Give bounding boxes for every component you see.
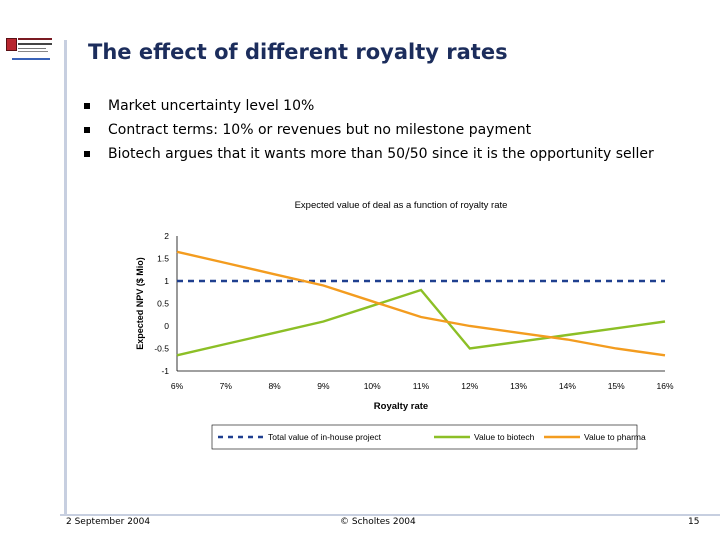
footer-date: 2 September 2004 — [66, 517, 151, 527]
y-tick-label: 2 — [164, 231, 169, 241]
x-tick-label: 12% — [461, 381, 479, 391]
y-tick-label: 1 — [164, 276, 169, 286]
bullet-text: Contract terms: 10% or revenues but no milestone payment — [108, 122, 532, 138]
page-number: 15 — [688, 517, 700, 527]
crest-icon — [6, 38, 17, 51]
x-tick-label: 16% — [656, 381, 674, 391]
bullet-square-icon — [84, 151, 90, 157]
x-tick-label: 10% — [363, 381, 381, 391]
legend-label: Value to biotech — [474, 432, 535, 442]
bullet-item — [84, 142, 654, 166]
bullet-text: Market uncertainty level 10% — [108, 98, 315, 114]
university-logo — [6, 38, 54, 68]
legend-label: Value to pharma — [584, 432, 646, 442]
series-line-2 — [177, 252, 665, 355]
x-tick-label: 11% — [412, 381, 430, 391]
bullet-square-icon — [84, 127, 90, 133]
y-tick-label: 1.5 — [157, 253, 169, 264]
x-tick-label: 6% — [170, 381, 184, 391]
y-tick-label: -1 — [161, 366, 169, 376]
y-tick-label: 0 — [164, 321, 169, 331]
chart-title: Expected value of deal as a function of royalty rate — [294, 200, 508, 211]
bullet-text: Biotech argues that it wants more than 50/50 since it is the opportunity seller — [108, 146, 654, 162]
x-tick-label: 15% — [607, 381, 625, 391]
x-tick-label: 13% — [510, 381, 528, 391]
left-rule — [64, 40, 67, 515]
bullet-list — [84, 94, 654, 166]
x-tick-label: 8% — [268, 381, 281, 391]
x-tick-label: 9% — [317, 381, 330, 391]
x-tick-label: 14% — [558, 381, 576, 391]
footer-copyright: © Scholtes 2004 — [340, 517, 416, 527]
y-tick-label: 0.5 — [157, 298, 169, 309]
series-line-1 — [177, 290, 665, 355]
slide-title: The effect of different royalty rates — [88, 40, 508, 64]
bullet-square-icon — [84, 103, 90, 109]
y-tick-label: -0.5 — [154, 343, 169, 354]
royalty-chart — [130, 193, 690, 453]
x-axis-title: Royalty rate — [373, 401, 429, 412]
x-tick-label: 7% — [219, 381, 232, 391]
y-axis-title: Expected NPV ($ Mio) — [135, 257, 145, 350]
bullet-item — [84, 94, 654, 118]
bullet-item — [84, 118, 654, 142]
bottom-rule — [60, 514, 720, 516]
legend-label: Total value of in-house project — [268, 432, 381, 442]
